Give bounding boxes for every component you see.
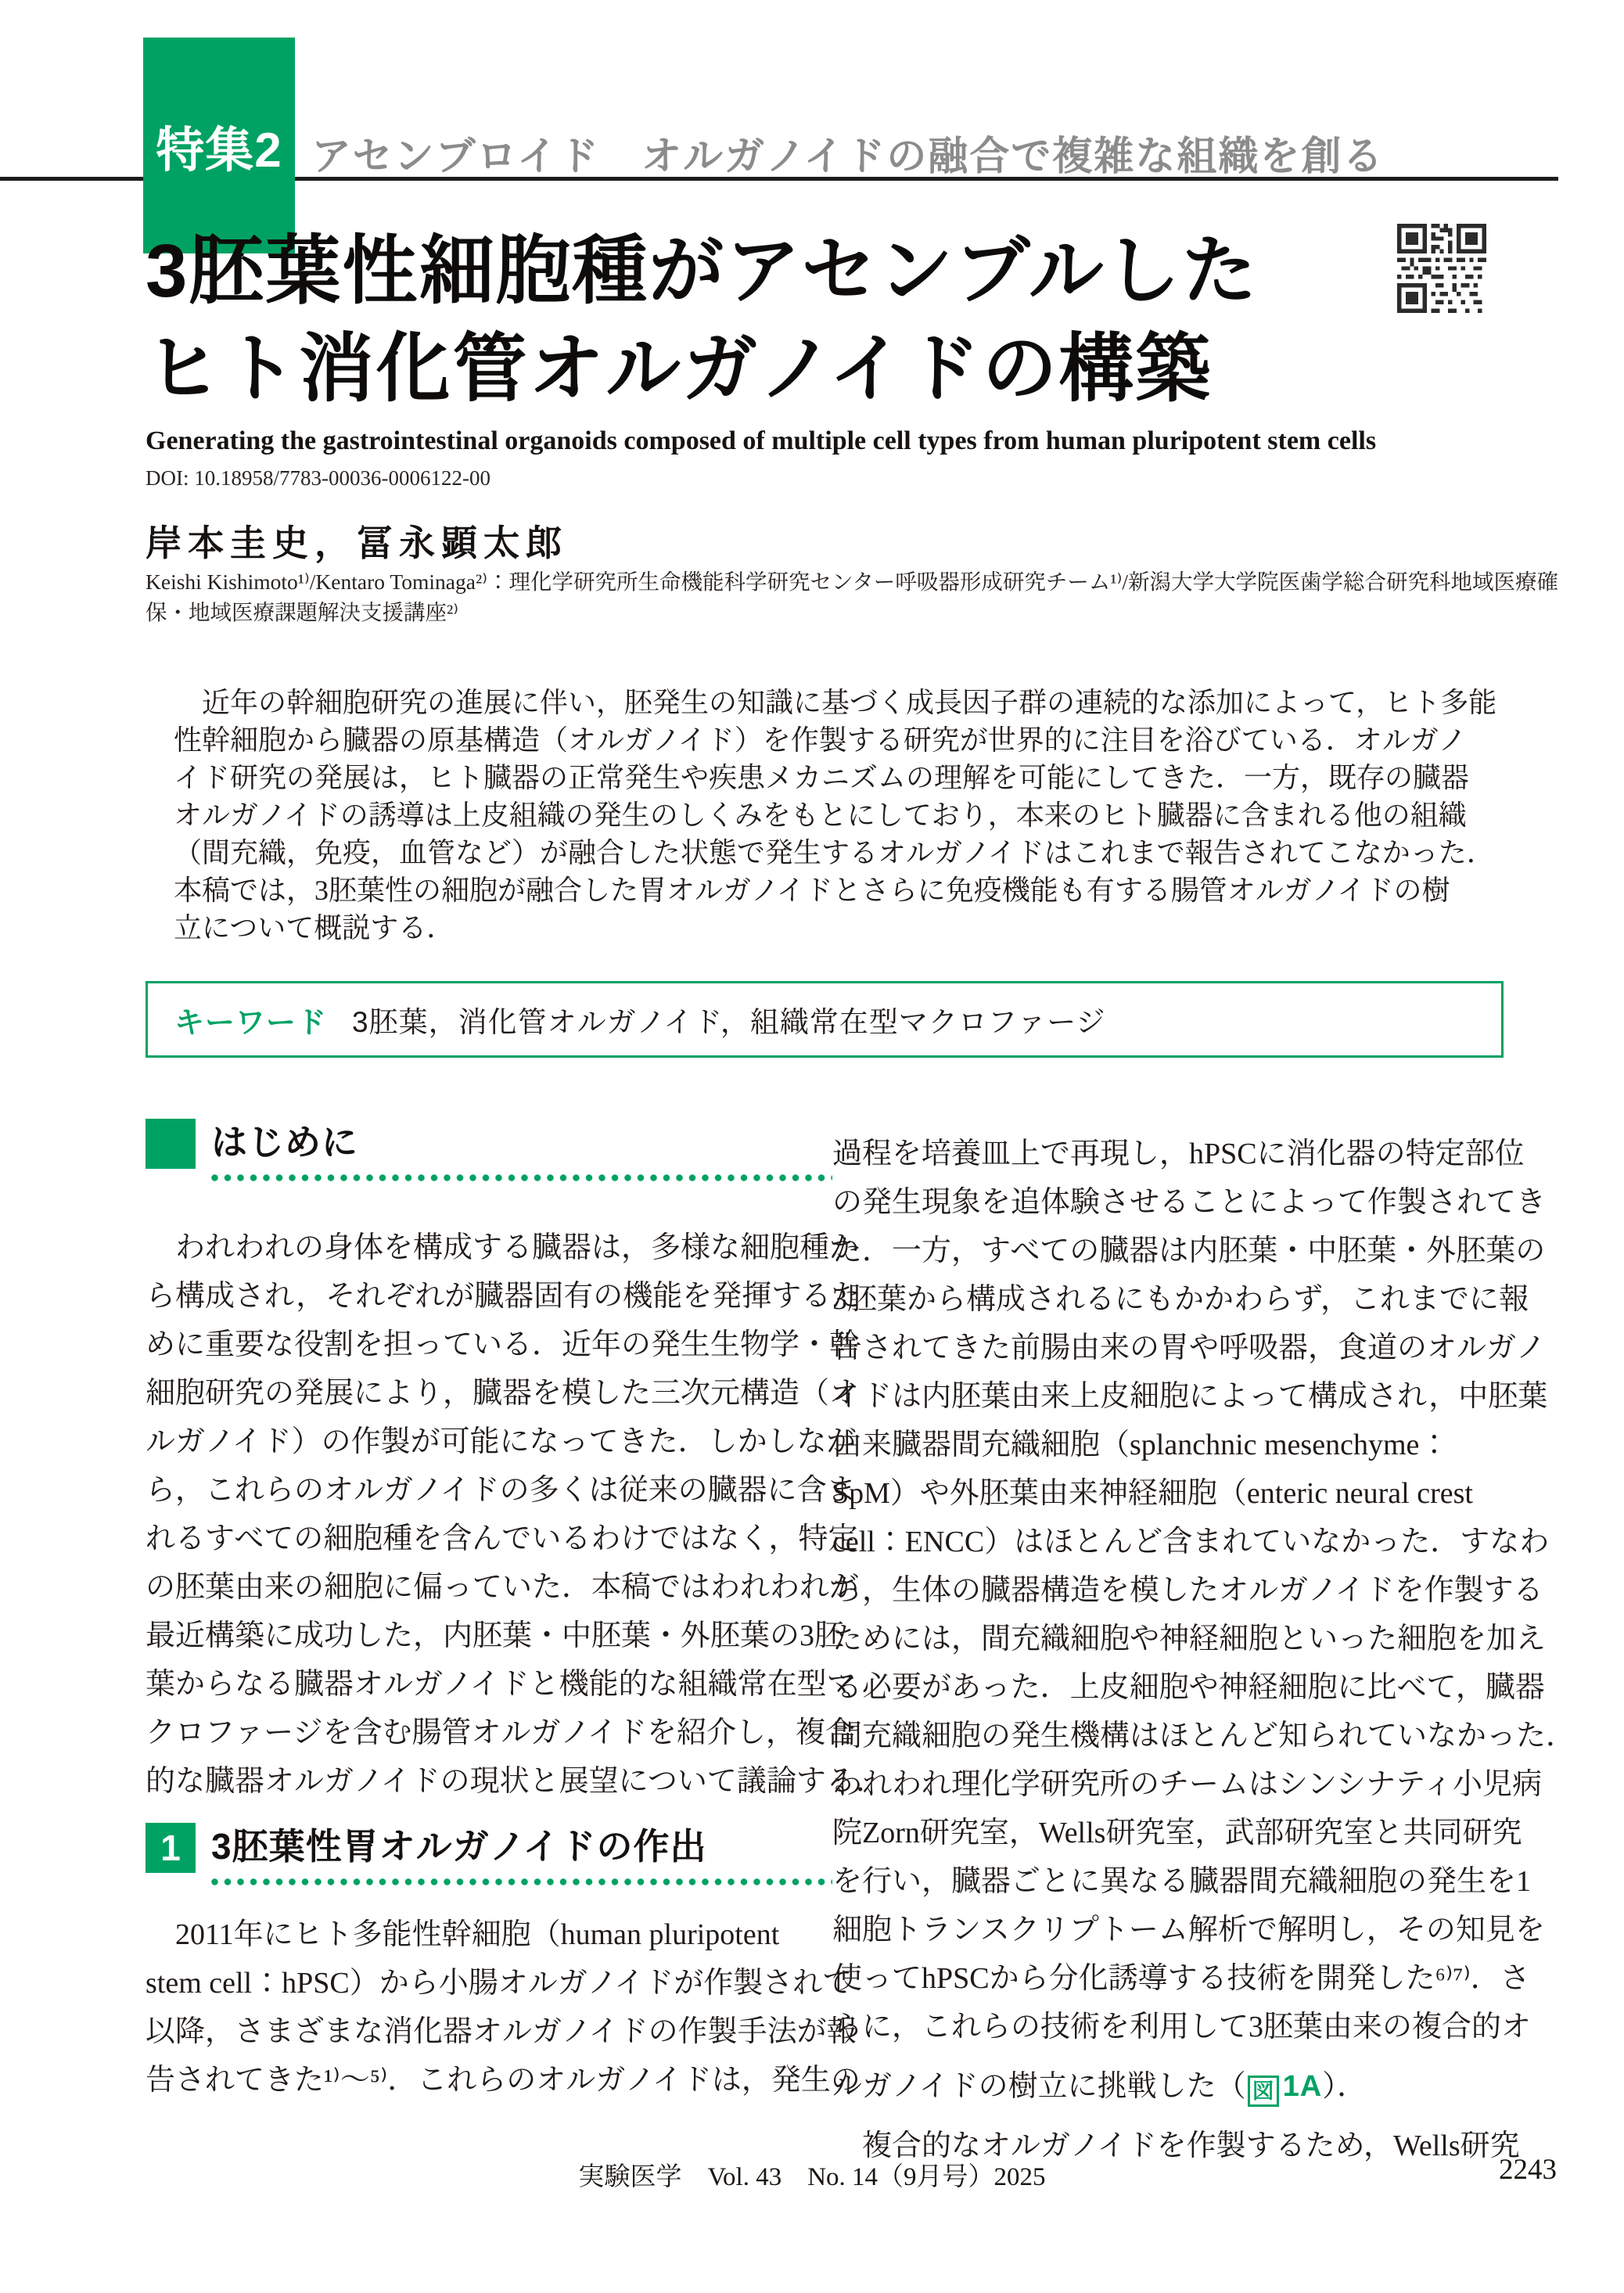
text-line: 告されてきた前腸由来の胃や呼吸器，食道のオルガノ: [832, 1332, 1547, 1364]
text-line: クロファージを含む腸管オルガノイドを紹介し，複合: [146, 1716, 856, 1749]
text-line: 本稿では，3胚葉性の細胞が融合した胃オルガノイドとさらに免疫機能も有する腸管オルガノイドの樹: [174, 875, 1450, 906]
right-column: [832, 1119, 1576, 2170]
left-column: [146, 1119, 886, 2104]
text-line: 間充織細胞の発生機構はほとんど知られていなかった．: [832, 1720, 1576, 1752]
figure-label: 1A: [1282, 2070, 1323, 2103]
figure-line-pre: ルガノイドの樹立に挑戦した（: [832, 2070, 1246, 2103]
text-line: 立について概説する．: [174, 912, 455, 943]
text-line: イド研究の発展は，ヒト臓器の正常発生や疾患メカニズムの理解を可能にしてきた．一方，既存の臓器: [174, 762, 1470, 793]
text-line: の発生現象を追体験させることによって作製されてき: [832, 1186, 1547, 1219]
intro-section-dotted-rule: [211, 1174, 832, 1181]
text-line: 由来臓器間充織細胞（splanchnic mesenchyme：: [832, 1429, 1450, 1461]
text-line: ルガノイド）の作製が可能になってきた．しかしなが: [146, 1425, 857, 1458]
doi: DOI: 10.18958/7783-00036-0006122-00: [146, 466, 490, 490]
text-line: 院Zorn研究室，Wells研究室，武部研究室と共同研究: [832, 1817, 1522, 1849]
text-line: 細胞トランスクリプトーム解析で解明し，その知見を: [832, 1914, 1545, 1946]
keywords-box: [146, 981, 1504, 1058]
text-line: 性幹細胞から臓器の原基構造（オルガノイド）を作製する研究が世界的に注目を浴びている．オルガノ: [174, 724, 1467, 756]
text-line: 葉からなる臓器オルガノイドと機能的な組織常在型マ: [146, 1668, 857, 1701]
article-title: [146, 222, 1259, 418]
text-line: 使ってhPSCから分化誘導する技術を開発した⁶⁾⁷⁾．さ: [832, 1962, 1530, 1995]
text-line: らに，これらの技術を利用して3胚葉由来の複合的オ: [832, 2011, 1532, 2043]
section1-number-square: 1: [146, 1823, 196, 1873]
section1-dotted-rule: [211, 1878, 832, 1885]
text-line: イドは内胚葉由来上皮細胞によって構成され，中胚葉: [832, 1380, 1548, 1413]
series-badge-label: 特集2: [156, 123, 282, 178]
section1-title: 3胚葉性胃オルガノイドの作出: [211, 1826, 707, 1867]
text-line: 的な臓器オルガノイドの現状と展望について議論する．: [146, 1765, 886, 1798]
text-line: た．一方，すべての臓器は内胚葉・中胚葉・外胚葉の: [832, 1235, 1546, 1267]
text-line: ら構成され，それぞれが臓器固有の機能を発揮するた: [146, 1280, 861, 1313]
figure-icon: 図: [1248, 2076, 1279, 2107]
text-line: 3胚葉性細胞種がアセンブルした: [146, 229, 1259, 313]
section1-heading: [146, 1823, 832, 1873]
text-line: cell：ENCC）はほとんど含まれていなかった．すなわ: [832, 1526, 1550, 1558]
intro-section-square: [146, 1119, 196, 1169]
text-line: われわれ理化学研究所のチームはシンシナティ小児病: [832, 1768, 1543, 1801]
text-line: SpM）や外胚葉由来神経細胞（enteric neural crest: [832, 1477, 1473, 1510]
text-line: れるすべての細胞種を含んでいるわけではなく，特定: [146, 1522, 858, 1555]
affiliation: Keishi Kishimoto¹⁾/Kentaro Tominaga²⁾：理化学研究所生命機能科学研究センター呼吸器形成研究チーム¹⁾/新潟大学大学院医歯学総合研究科地域医療確保・地域医療課題解決支援講座²⁾: [146, 570, 1558, 624]
figure-line-post: ）．: [1322, 2070, 1367, 2103]
text-line: ら，これらのオルガノイドの多くは従来の臓器に含ま: [146, 1474, 857, 1507]
figure-reference-line-wrap: [832, 2062, 1557, 2111]
text-line: stem cell：hPSC）から小腸オルガノイドが作製されて: [146, 1967, 853, 2000]
text-line: （間充織，免疫，血管など）が融合した状態で発生するオルガノイドはこれまで報告されてこなかった．: [174, 837, 1495, 868]
text-line: オルガノイドの誘導は上皮組織の発生のしくみをもとにしており，本来のヒト臓器に含まれる他の組織: [174, 800, 1467, 831]
keywords-label: キーワード: [174, 1006, 328, 1040]
series-title: アセンブロイド オルガノイドの融合で複雑な組織を創る: [311, 134, 1385, 178]
text-line: 最近構築に成功した，内胚葉・中胚葉・外胚葉の3胚: [146, 1619, 845, 1652]
text-line: 告されてきた¹⁾～⁵⁾．これらのオルガノイドは，発生の: [146, 2064, 861, 2097]
text-line: る必要があった．上皮細胞や神経細胞に比べて，臓器: [832, 1671, 1545, 1704]
text-line: の胚葉由来の細胞に偏っていた．本稿ではわれわれが: [146, 1571, 860, 1604]
text-line: 複合的なオルガノイドを作製するため，Wells研究: [832, 2129, 1520, 2162]
subtitle-english: Generating the gastrointestinal organoids composed of multiple cell types from human pluripotent stem cells: [146, 426, 1377, 455]
footer-journal-info: 実験医学 Vol. 43 No. 14（9月号）2025: [578, 2163, 1046, 2191]
text-line: 近年の幹細胞研究の進展に伴い，胚発生の知識に基づく成長因子群の連続的な添加によって，ヒト多能: [174, 687, 1497, 718]
text-line: 2011年にヒト多能性幹細胞（human pluripotent: [146, 1918, 780, 1951]
authors: 岸本圭史，冨永顕太郎: [146, 523, 568, 563]
text-line: ヒト消化管オルガノイドの構築: [146, 327, 1213, 411]
qr-code: [1397, 224, 1486, 313]
text-line: ためには，間充織細胞や神経細胞といった細胞を加え: [832, 1623, 1547, 1655]
intro-paragraph: [146, 1224, 886, 1806]
keywords-text: 3胚葉，消化管オルガノイド，組織常在型マクロファージ: [352, 1006, 1106, 1038]
text-line: 3胚葉から構成されるにもかかわらず，これまでに報: [832, 1283, 1529, 1316]
figure-reference-line: [832, 2062, 1557, 2111]
text-line: われわれの身体を構成する臓器は，多様な細胞種か: [146, 1231, 860, 1264]
right-column-paragraph: [832, 1130, 1576, 2051]
text-line: 以降，さまざまな消化器オルガノイドの作製手法が報: [146, 2015, 857, 2048]
text-line: めに重要な役割を担っている．近年の発生生物学・幹: [146, 1328, 860, 1361]
text-line: 過程を培養皿上で再現し，hPSCに消化器の特定部位: [832, 1138, 1525, 1170]
text-line: ち，生体の臓器構造を模したオルガノイドを作製する: [832, 1574, 1543, 1607]
footer-page-number: 2243: [1499, 2154, 1557, 2186]
text-line: 細胞研究の発展により，臓器を模した三次元構造（オ: [146, 1377, 860, 1410]
abstract: [174, 684, 1496, 947]
section1-paragraph: [146, 1910, 861, 2104]
intro-section-heading: [146, 1119, 832, 1169]
intro-section-title: はじめに: [211, 1122, 358, 1163]
text-line: を行い，臓器ごとに異なる臓器間充織細胞の発生を1: [832, 1865, 1532, 1898]
series-badge: [143, 38, 295, 253]
